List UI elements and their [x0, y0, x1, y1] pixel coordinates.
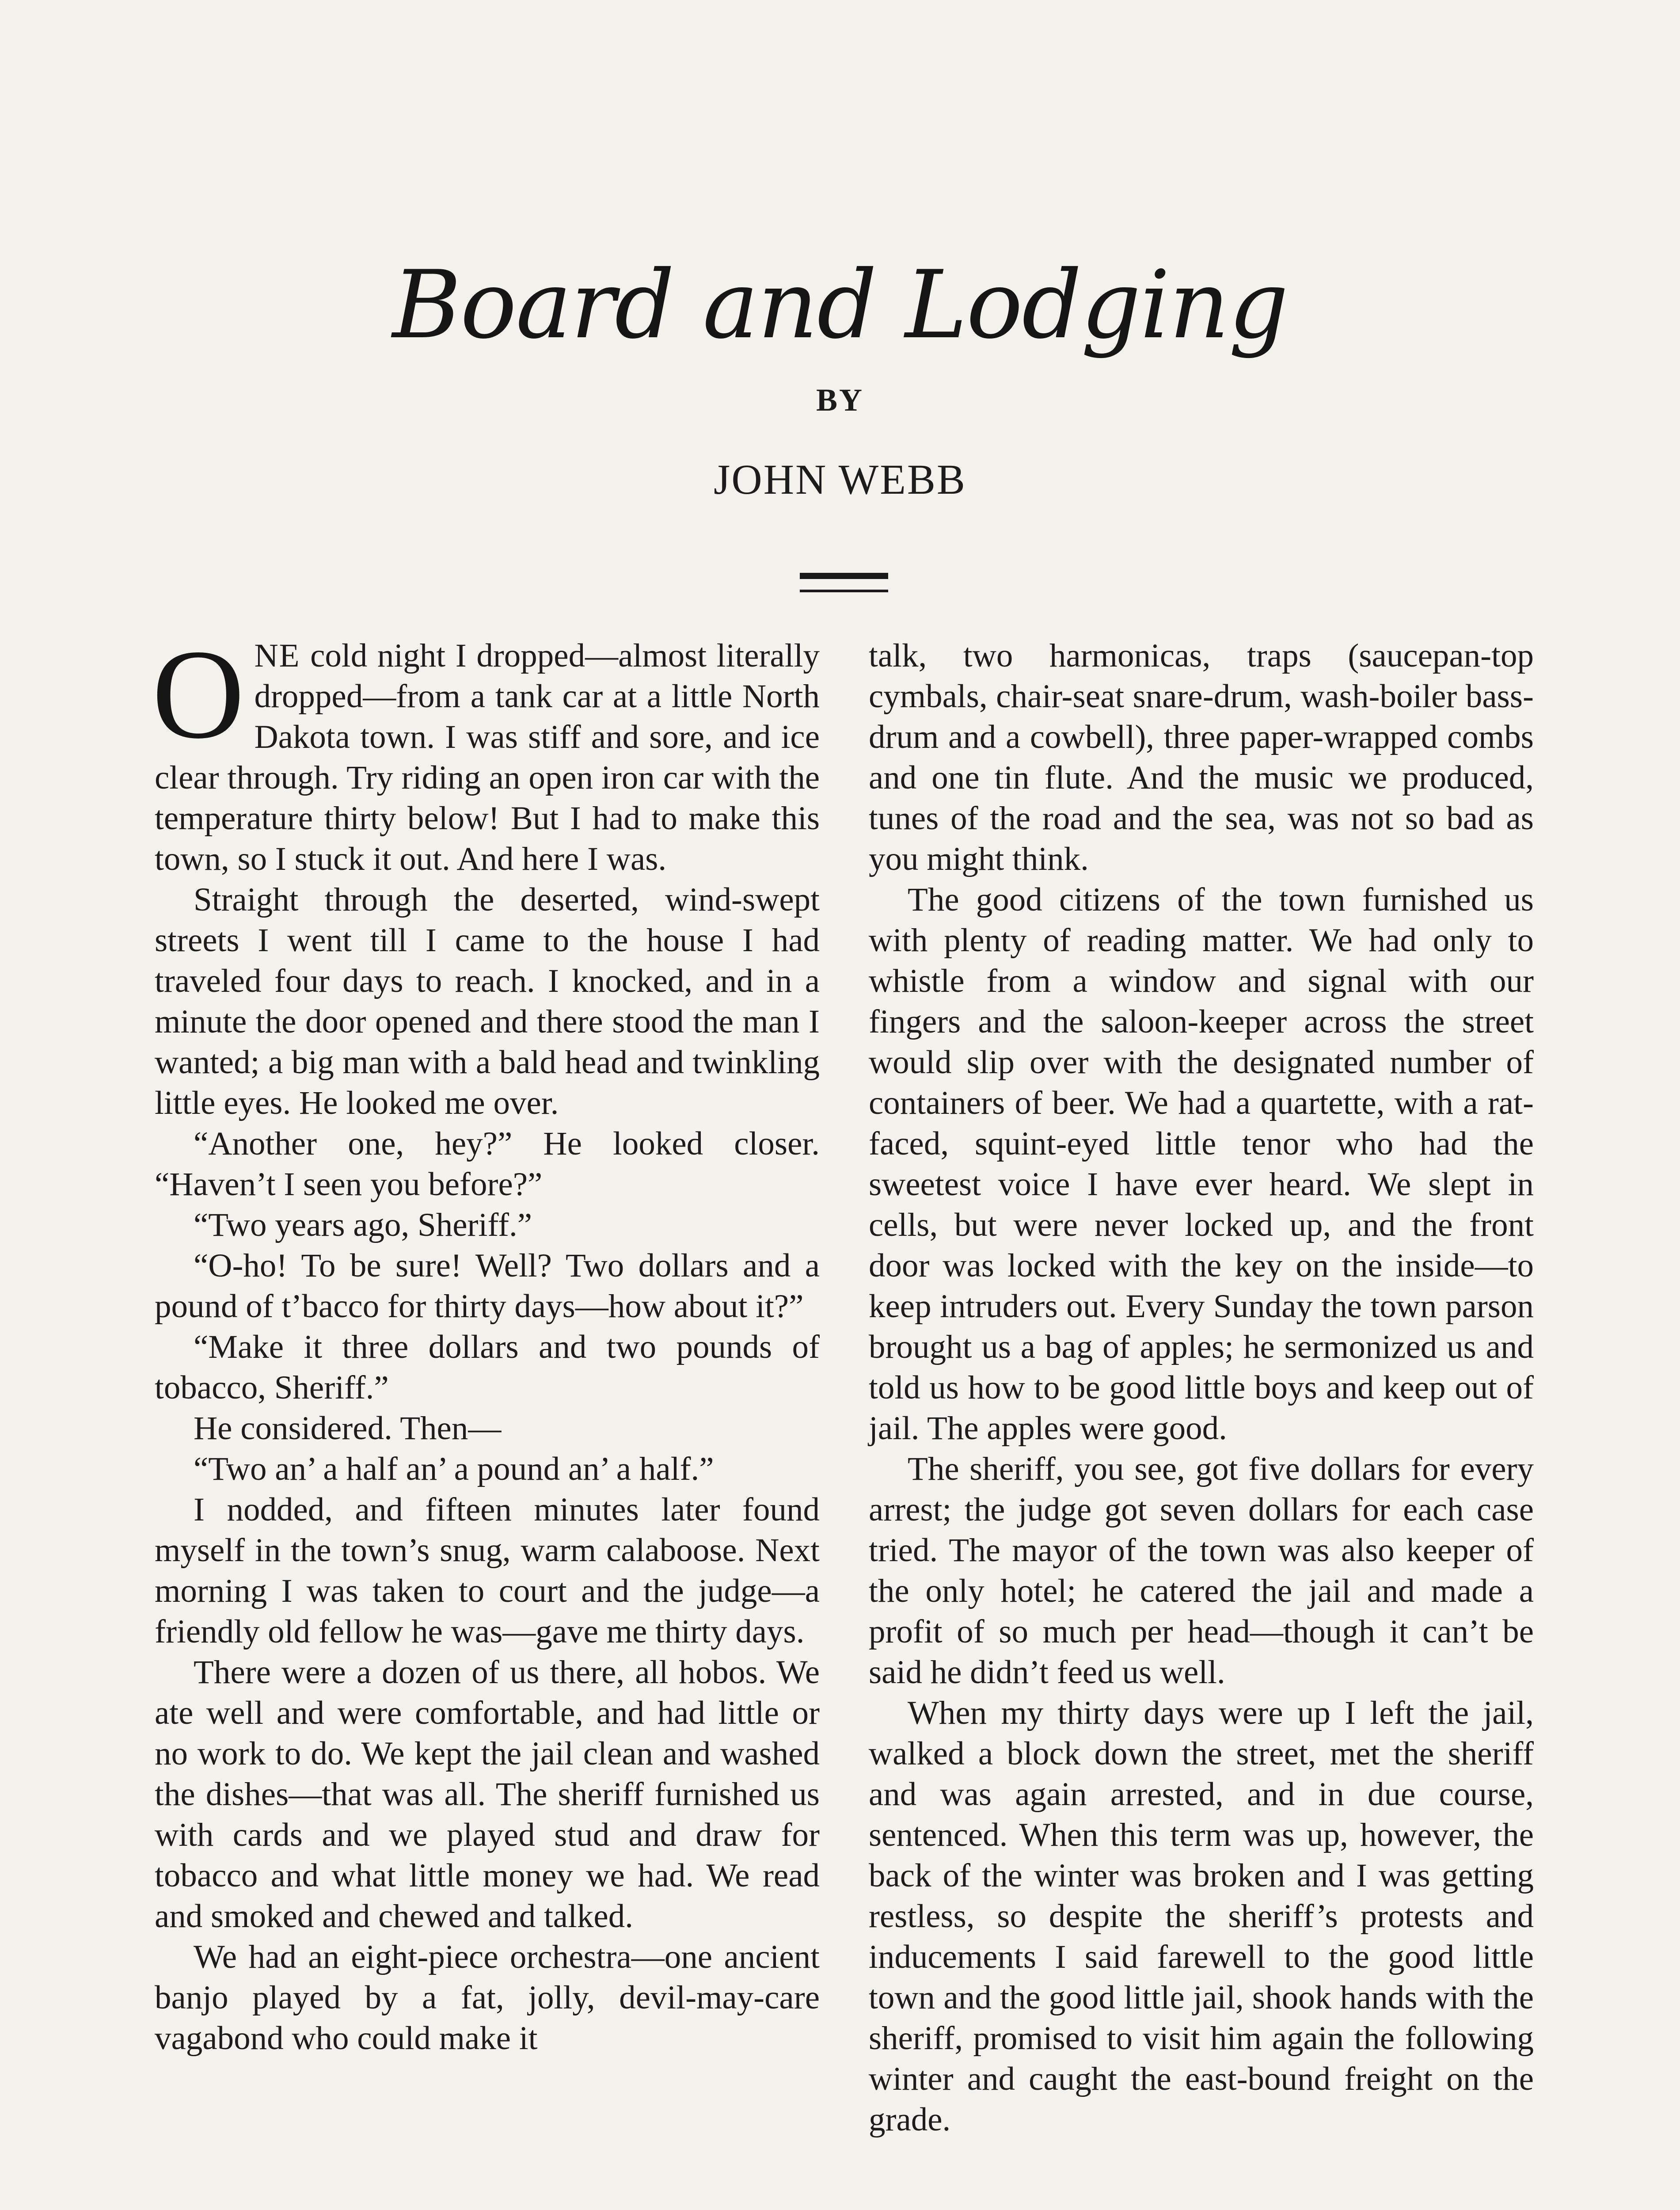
author-name: JOHN WEBB	[714, 456, 966, 503]
paragraph: When my thirty days were up I left the jail, walked a block down the street, met the sheriff and was again arrested, and in due course, sentenced. When this term was up, however, the back of the winter was broken and I was getting restless, so despite the sheriff’s protests and inducements I said farewell to the good little town and the good little jail, shook hands with the sheriff, promised to visit him again the following winter and caught the east-bound freight on the grade.	[869, 1695, 1534, 2138]
article-title: Board and Lodging	[392, 250, 1288, 359]
paragraph: “Another one, hey?” He looked closer. “Haven’t I seen you before?”	[155, 1125, 820, 1203]
paragraph-continued: We had an eight-piece orchestra—one ancient banjo played by a fat, jolly, devil-may-care vagabond who could make it	[155, 1939, 820, 2057]
drop-cap: O	[152, 623, 245, 765]
paragraph: “Two an’ a half an’ a pound an’ a half.”	[194, 1451, 714, 1487]
paragraph-opening	[152, 623, 820, 880]
paragraph: Straight through the deserted, wind-swept streets I went till I came to the house I had traveled four days to reach. I knocked, and in a minute the door opened and there stood the man I wanted; a big man with a bald head and twinkling little eyes. He looked me over.	[155, 881, 820, 1121]
title-rule-thick	[800, 573, 888, 579]
paragraph-continuation: talk, two harmonicas, traps (saucepan-top cymbals, chair-seat snare-drum, wash-boiler bass-drum and a cowbell), three paper-wrapped combs and one tin flute. And the music we produced, tunes of the road and the sea, was not so bad as you might think.	[869, 637, 1534, 877]
paragraph: “O-ho! To be sure! Well? Two dollars and a pound of t’bacco for thirty days—how about it?”	[155, 1247, 820, 1325]
opening-word: NE	[254, 637, 300, 674]
paragraph: The good citizens of the town furnished us with plenty of reading matter. We had only to whistle from a window and signal with our fingers and the saloon-keeper across the street would slip over with the designated number of containers of beer. We had a quartette, with a rat-faced, squint-eyed little tenor who had the sweetest voice I have ever heard. We slept in cells, but were never locked up, and the front door was locked with the key on the inside—to keep intruders out. Every Sunday the town parson brought us a bag of apples; he sermonized us and told us how to be good little boys and keep out of jail. The apples were good.	[869, 881, 1534, 1447]
title-rule-thin	[800, 590, 888, 592]
paragraph: There were a dozen of us there, all hobos. We ate well and were comfortable, and had little or no work to do. We kept the jail clean and washed the dishes—that was all. The sheriff furnished us with cards and we played stud and draw for tobacco and what little money we had. We read and smoked and chewed and talked.	[155, 1654, 820, 1935]
paragraph-text: cold night I dropped—almost literally dropped—from a tank car at a little North Dakota town. I was stiff and sore, and ice clear through. Try riding an open iron car with the temperature thirty below! But I had to make this town, so I stuck it out. And here I was.	[155, 637, 820, 877]
text-column-left	[152, 623, 820, 2210]
paragraph: “Make it three dollars and two pounds of tobacco, Sheriff.”	[155, 1329, 820, 1406]
paragraph: The sheriff, you see, got five dollars for every arrest; the judge got seven dollars for each case tried. The mayor of the town was also keeper of the only hotel; he catered the jail and made a profit of so much per head—though it can’t be said he didn’t feed us well.	[869, 1451, 1534, 1691]
paragraph: “Two years ago, Sheriff.”	[194, 1207, 532, 1243]
paragraph: I nodded, and fifteen minutes later found myself in the town’s snug, warm calaboose. Next morning I was taken to court and the judge—a friendly old fellow he was—gave me thirty days.	[155, 1491, 820, 1650]
paragraph: He considered. Then—	[194, 1410, 502, 1447]
text-column-right	[869, 636, 1534, 2210]
byline-by: BY	[816, 382, 864, 418]
